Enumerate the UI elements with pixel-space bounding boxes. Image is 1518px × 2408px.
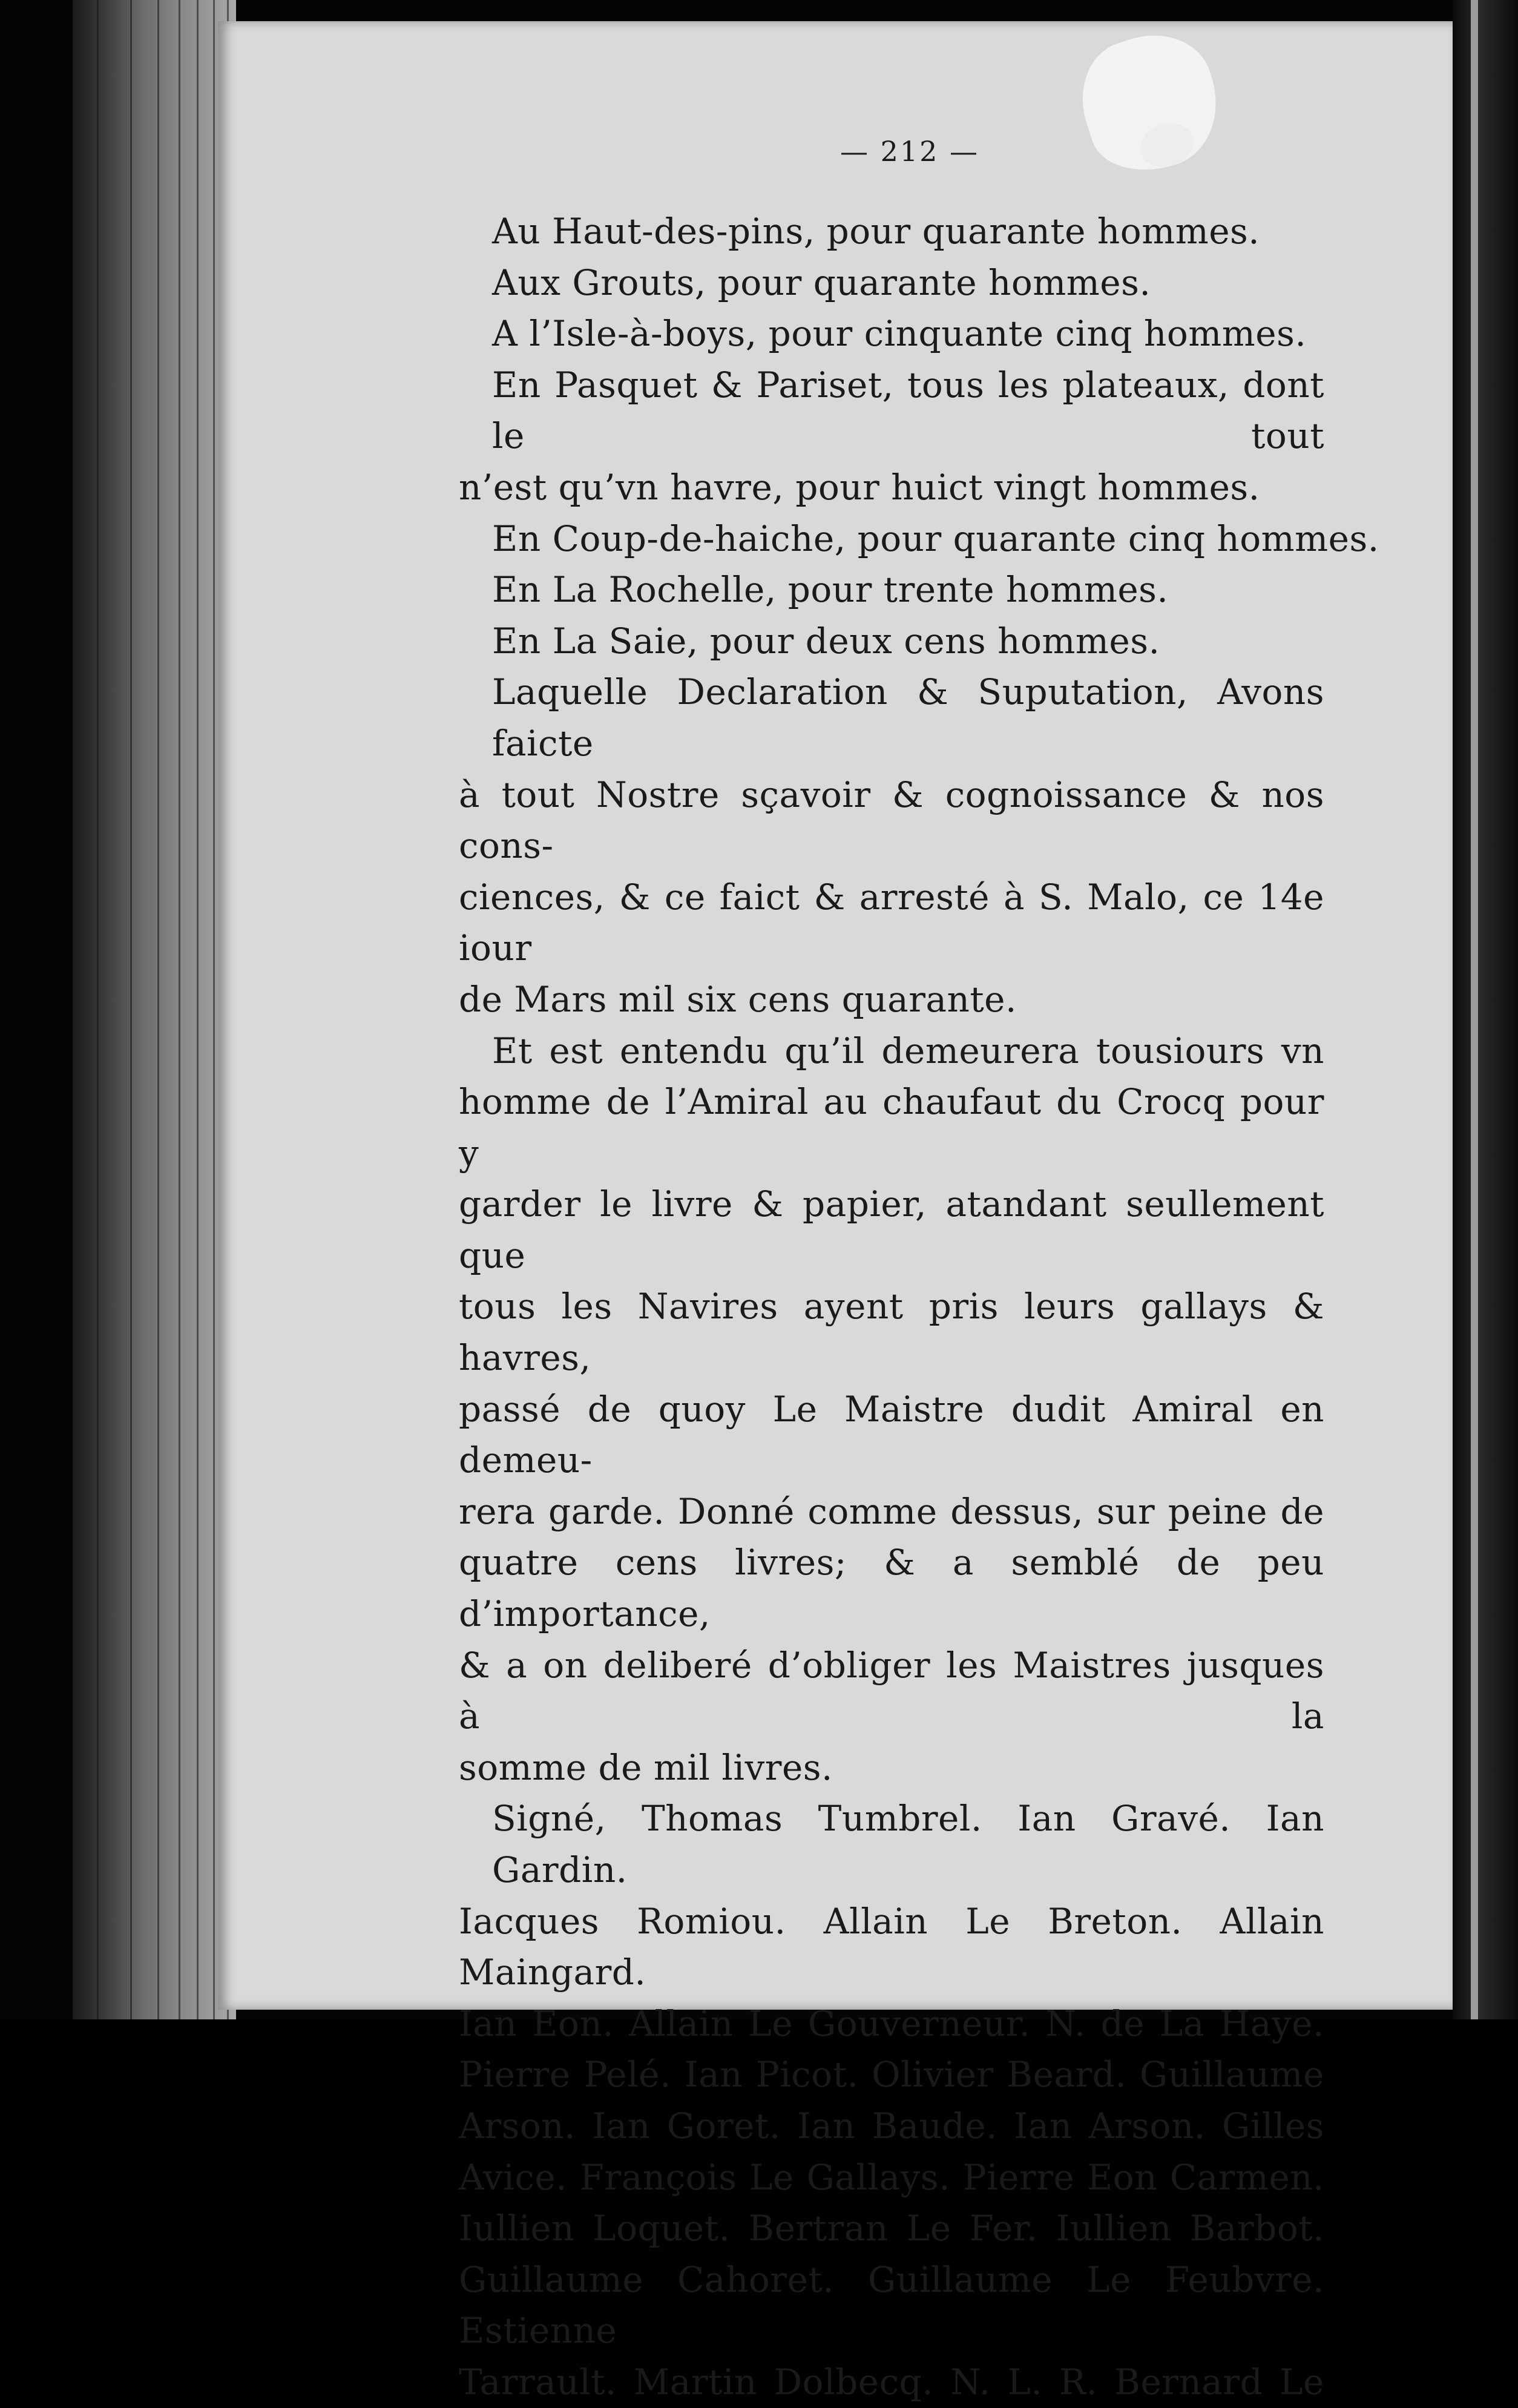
text-line: Signé, Thomas Tumbrel. Ian Gravé. Ian Gardin. — [492, 1798, 1324, 1890]
text-line: & a on deliberé d’obliger les Maistres jusques à la — [459, 1644, 1324, 1737]
text-line: A l’Isle-à-boys, pour cinquante cinq hommes. — [492, 313, 1307, 355]
text-line: homme de l’Amiral au chaufaut du Crocq pour y — [459, 1081, 1324, 1174]
text-line: Avice. François Le Gallays. Pierre Eon Carmen. — [459, 2156, 1324, 2198]
text-line: passé de quoy Le Maistre dudit Amiral en demeu- — [459, 1388, 1324, 1481]
text-line: Aux Grouts, pour quarante hommes. — [492, 262, 1151, 303]
text-line: Iacques Romiou. Allain Le Breton. Allain Maingard. — [459, 1900, 1324, 1993]
text-line: n’est qu’vn havre, pour huict vingt hommes. — [459, 466, 1260, 508]
page-number: — 212 — — [840, 135, 980, 168]
text-line: à tout Nostre sçavoir & cognoissance & nos cons- — [459, 774, 1324, 867]
text-line: En La Rochelle, pour trente hommes. — [492, 569, 1169, 611]
text-line: Iullien Loquet. Bertran Le Fer. Iullien Barbot. — [459, 2208, 1324, 2249]
text-line: En La Saie, pour deux cens hommes. — [492, 620, 1160, 662]
text-line: tous les Navires ayent pris leurs gallays & havres, — [459, 1286, 1324, 1379]
text-line: En Coup-de-haiche, pour quarante cinq hommes. — [492, 518, 1379, 559]
text-line: Guillaume Cahoret. Guillaume Le Feubvre. Estienne — [459, 2258, 1324, 2352]
right-page-edge — [1453, 0, 1518, 2019]
text-line: garder le livre & papier, atandant seullement que — [459, 1183, 1324, 1276]
book-page-edges — [73, 0, 236, 2019]
text-line: ciences, & ce faict & arresté à S. Malo, ce 14e iour — [459, 876, 1324, 969]
text-line: quatre cens livres; & a semblé de peu d’importance, — [459, 1542, 1324, 1635]
text-line: de Mars mil six cens quarante. — [459, 978, 1017, 1020]
text-line: En Pasquet & Pariset, tous les plateaux, dont le tout — [492, 364, 1324, 457]
text-line: Au Haut-des-pins, pour quarante hommes. — [492, 211, 1260, 252]
text-line: Tarrault. Martin Dolbecq. N. L. R. Bernard Le — [459, 2361, 1324, 2403]
text-line: rera garde. Donné comme dessus, sur peine de — [459, 1490, 1324, 1532]
page-text-block — [459, 133, 1379, 2408]
text-line: Arson. Ian Goret. Ian Baude. Ian Arson. Gilles — [459, 2105, 1324, 2146]
text-line: Laquelle Declaration & Suputation, Avons faicte — [492, 671, 1324, 764]
text-line: somme de mil livres. — [459, 1746, 833, 1788]
text-line: Et est entendu qu’il demeurera tousiours vn — [492, 1030, 1324, 1071]
text-line: Ian Eon. Allain Le Gouverneur. N. de La Haye. — [459, 2002, 1324, 2044]
text-line: Pierre Pelé. Ian Picot. Olivier Beard. Guillaume — [459, 2054, 1324, 2096]
